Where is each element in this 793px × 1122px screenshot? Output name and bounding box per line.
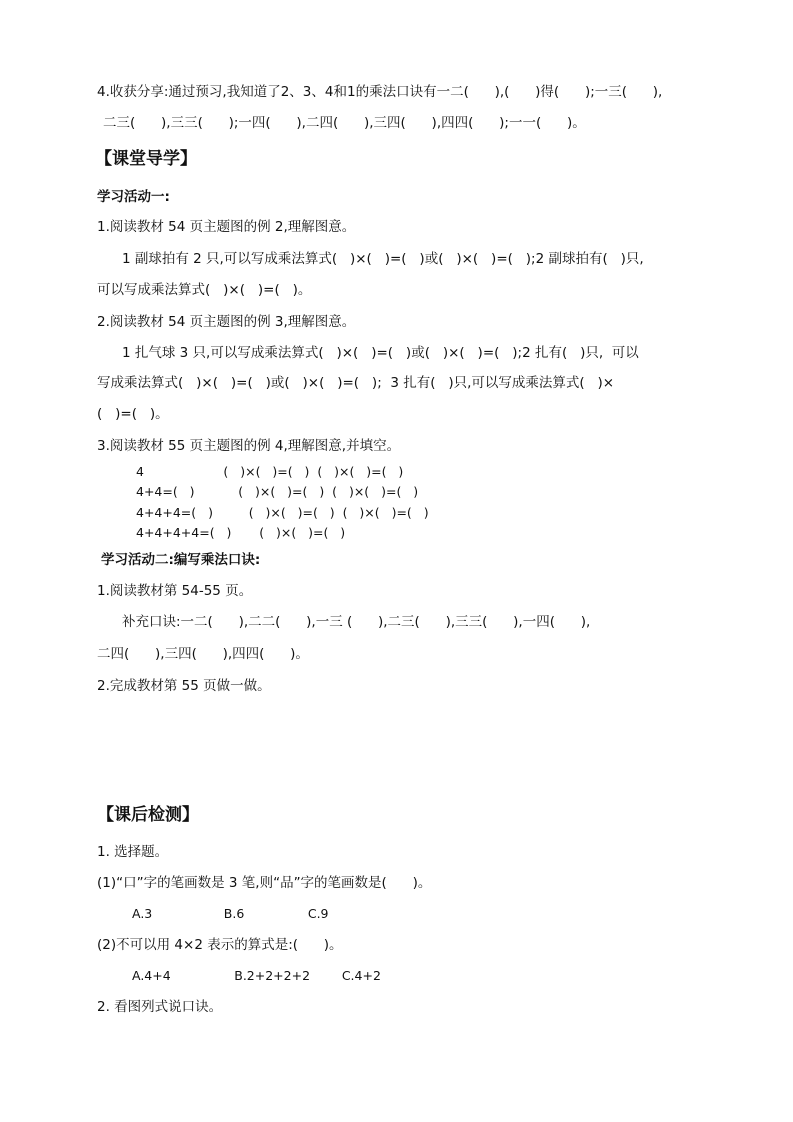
activity-two-title: 学习活动二:编写乘法口诀: [101,552,261,568]
question-1-1-options: A.3 B.6 C.9 [132,906,329,921]
addition-row-2: 4+4=( ) ( )×( )=( ) ( )×( )=( ) [136,484,419,499]
racket-question-line-2: 可以写成乘法算式( )×( )=( )。 [97,282,312,298]
activity-one-title: 学习活动一: [97,189,170,205]
question-1-2-options: A.4+4 B.2+2+2+2 C.4+2 [132,968,381,983]
mnemonic-line-2: 二四( ),三四( ),四四( )。 [97,646,309,662]
addition-row-1: 4 ( )×( )=( ) ( )×( )=( ) [136,464,404,479]
activity-two-item-1: 1.阅读教材第 54-55 页。 [97,583,253,599]
question-2-title: 2. 看图列式说口诀。 [97,999,223,1015]
question-1-2: (2)不可以用 4×2 表示的算式是:( )。 [97,937,343,953]
activity-one-item-1: 1.阅读教材 54 页主题图的例 2,理解图意。 [97,219,356,235]
activity-two-item-2: 2.完成教材第 55 页做一做。 [97,678,271,694]
balloon-question-line-3: ( )=( )。 [97,406,169,422]
balloon-question-line-2: 写成乘法算式( )×( )=( )或( )×( )=( ); 3 扎有( )只,可以写成乘法算式( )× [97,375,615,391]
racket-question-line-1: 1 副球拍有 2 只,可以写成乘法算式( )×( )=( )或( )×( )=( );2 副球拍有( )只, [122,251,644,267]
preview-share-line-1: 4.收获分享:通过预习,我知道了2、3、4和1的乘法口诀有一二( ),( )得( );一三( ), [97,84,663,100]
activity-one-item-2: 2.阅读教材 54 页主题图的例 3,理解图意。 [97,314,356,330]
activity-one-item-3: 3.阅读教材 55 页主题图的例 4,理解图意,并填空。 [97,438,401,454]
addition-row-3: 4+4+4=( ) ( )×( )=( ) ( )×( )=( ) [136,505,429,520]
balloon-question-line-1: 1 扎气球 3 只,可以写成乘法算式( )×( )=( )或( )×( )=( );2 扎有( )只, 可以 [122,345,639,361]
section-heading-after-class: 【课后检测】 [97,805,199,825]
question-1-1: (1)“口”字的笔画数是 3 笔,则“品”字的笔画数是( )。 [97,875,432,891]
addition-row-4: 4+4+4+4=( ) ( )×( )=( ) [136,525,346,540]
mnemonic-line-1: 补充口诀:一二( ),二二( ),一三 ( ),二三( ),三三( ),一四( ), [122,614,591,630]
preview-share-line-2: 二三( ),三三( );一四( ),二四( ),三四( ),四四( );一一( )。 [103,115,586,131]
question-1-title: 1. 选择题。 [97,844,169,860]
section-heading-classroom: 【课堂导学】 [95,149,197,169]
